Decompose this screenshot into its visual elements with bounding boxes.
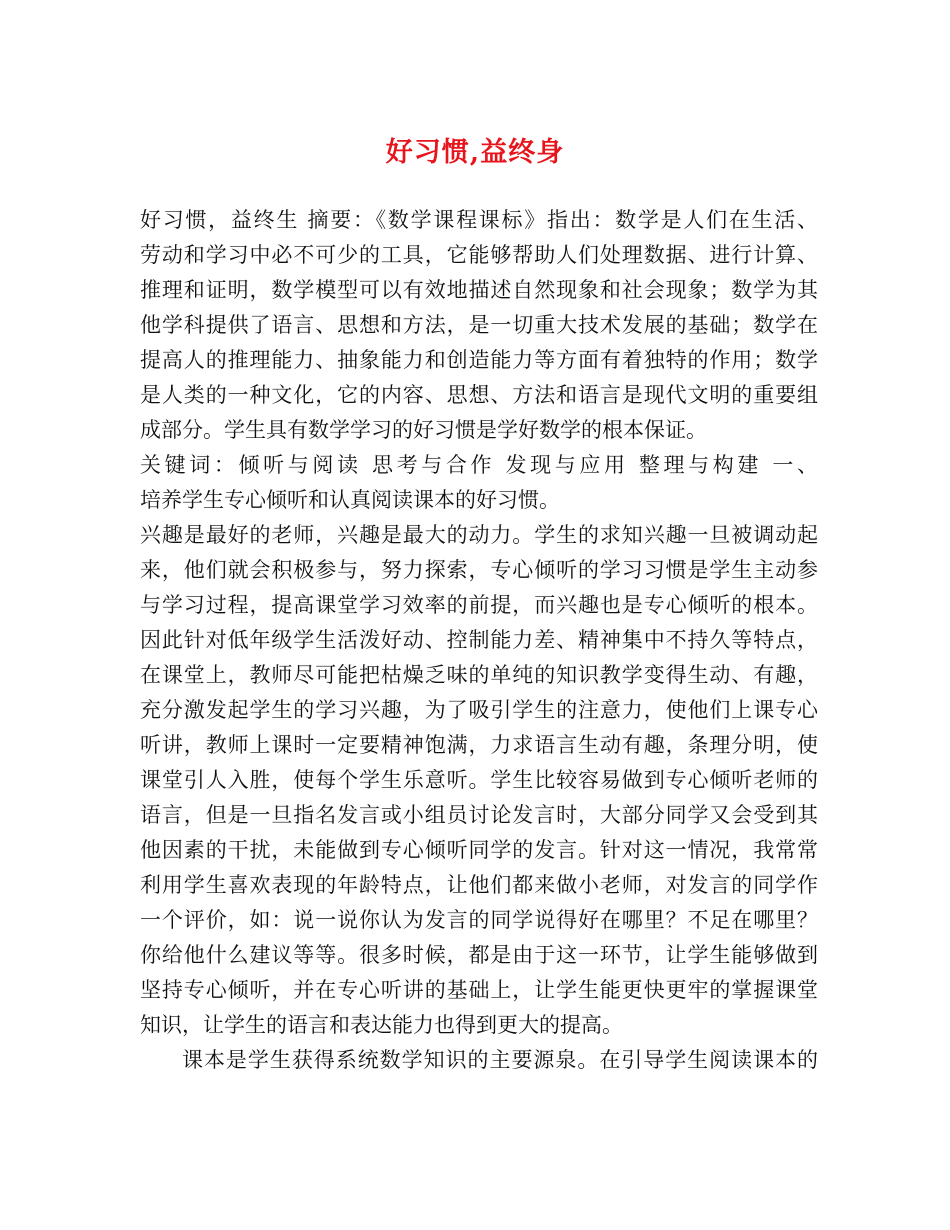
text-line: 提高人的推理能力、抽象能力和创造能力等方面有着独特的作用；数学: [140, 348, 818, 372]
text-line: 推理和证明，数学模型可以有效地描述自然现象和社会现象；数学为其: [140, 278, 818, 302]
text-line: 知识，让学生的语言和表达能力也得到更大的提高。: [140, 1013, 623, 1037]
text-line: 好习惯，益终生 摘要：《数学课程课标》指出：数学是人们在生活、: [140, 208, 818, 232]
text-line: 利用学生喜欢表现的年龄特点，让他们都来做小老师，对发言的同学作: [140, 873, 818, 897]
text-line: 与学习过程，提高课堂学习效率的前提，而兴趣也是专心倾听的根本。: [140, 593, 818, 617]
text-line: 成部分。学生具有数学学习的好习惯是学好数学的根本保证。: [140, 418, 707, 442]
text-line: 他因素的干扰，未能做到专心倾听同学的发言。针对这一情况，我常常: [140, 838, 818, 862]
text-line: 课堂引人入胜，使每个学生乐意听。学生比较容易做到专心倾听老师的: [140, 768, 818, 792]
paragraph-start-line: 课本是学生获得系统数学知识的主要源泉。在引导学生阅读课本的: [182, 1048, 818, 1072]
text-line: 他学科提供了语言、思想和方法，是一切重大技术发展的基础；数学在: [140, 313, 818, 337]
document-title: 好习惯,益终身: [385, 137, 565, 168]
text-line: 听讲，教师上课时一定要精神饱满，力求语言生动有趣，条理分明，使: [140, 733, 818, 757]
text-line: 一个评价，如：说一说你认为发言的同学说得好在哪里？不足在哪里？: [140, 908, 818, 932]
text-line: 充分激发起学生的学习兴趣，为了吸引学生的注意力，使他们上课专心: [140, 698, 818, 722]
text-line: 在课堂上，教师尽可能把枯燥乏味的单纯的知识教学变得生动、有趣，: [140, 663, 818, 687]
text-line: 语言，但是一旦指名发言或小组员讨论发言时，大部分同学又会受到其: [140, 803, 818, 827]
document-body: [140, 203, 818, 1078]
text-line: 兴趣是最好的老师，兴趣是最大的动力。学生的求知兴趣一旦被调动起: [140, 523, 818, 547]
text-line: 你给他什么建议等等。很多时候，都是由于这一环节，让学生能够做到: [140, 943, 818, 967]
text-line: 因此针对低年级学生活泼好动、控制能力差、精神集中不持久等特点，: [140, 628, 818, 652]
text-line: 来，他们就会积极参与，努力探索，专心倾听的学习习惯是学生主动参: [140, 558, 818, 582]
text-line: 坚持专心倾听，并在专心听讲的基础上，让学生能更快更牢的掌握课堂: [140, 978, 818, 1002]
text-line: 是人类的一种文化，它的内容、思想、方法和语言是现代文明的重要组: [140, 383, 818, 407]
text-line: 劳动和学习中必不可少的工具，它能够帮助人们处理数据、进行计算、: [140, 243, 818, 267]
section-heading-line: 培养学生专心倾听和认真阅读课本的好习惯。: [140, 488, 560, 512]
keywords-line: 关键词：倾听与阅读 思考与合作 发现与应用 整理与构建 一、: [140, 453, 818, 477]
